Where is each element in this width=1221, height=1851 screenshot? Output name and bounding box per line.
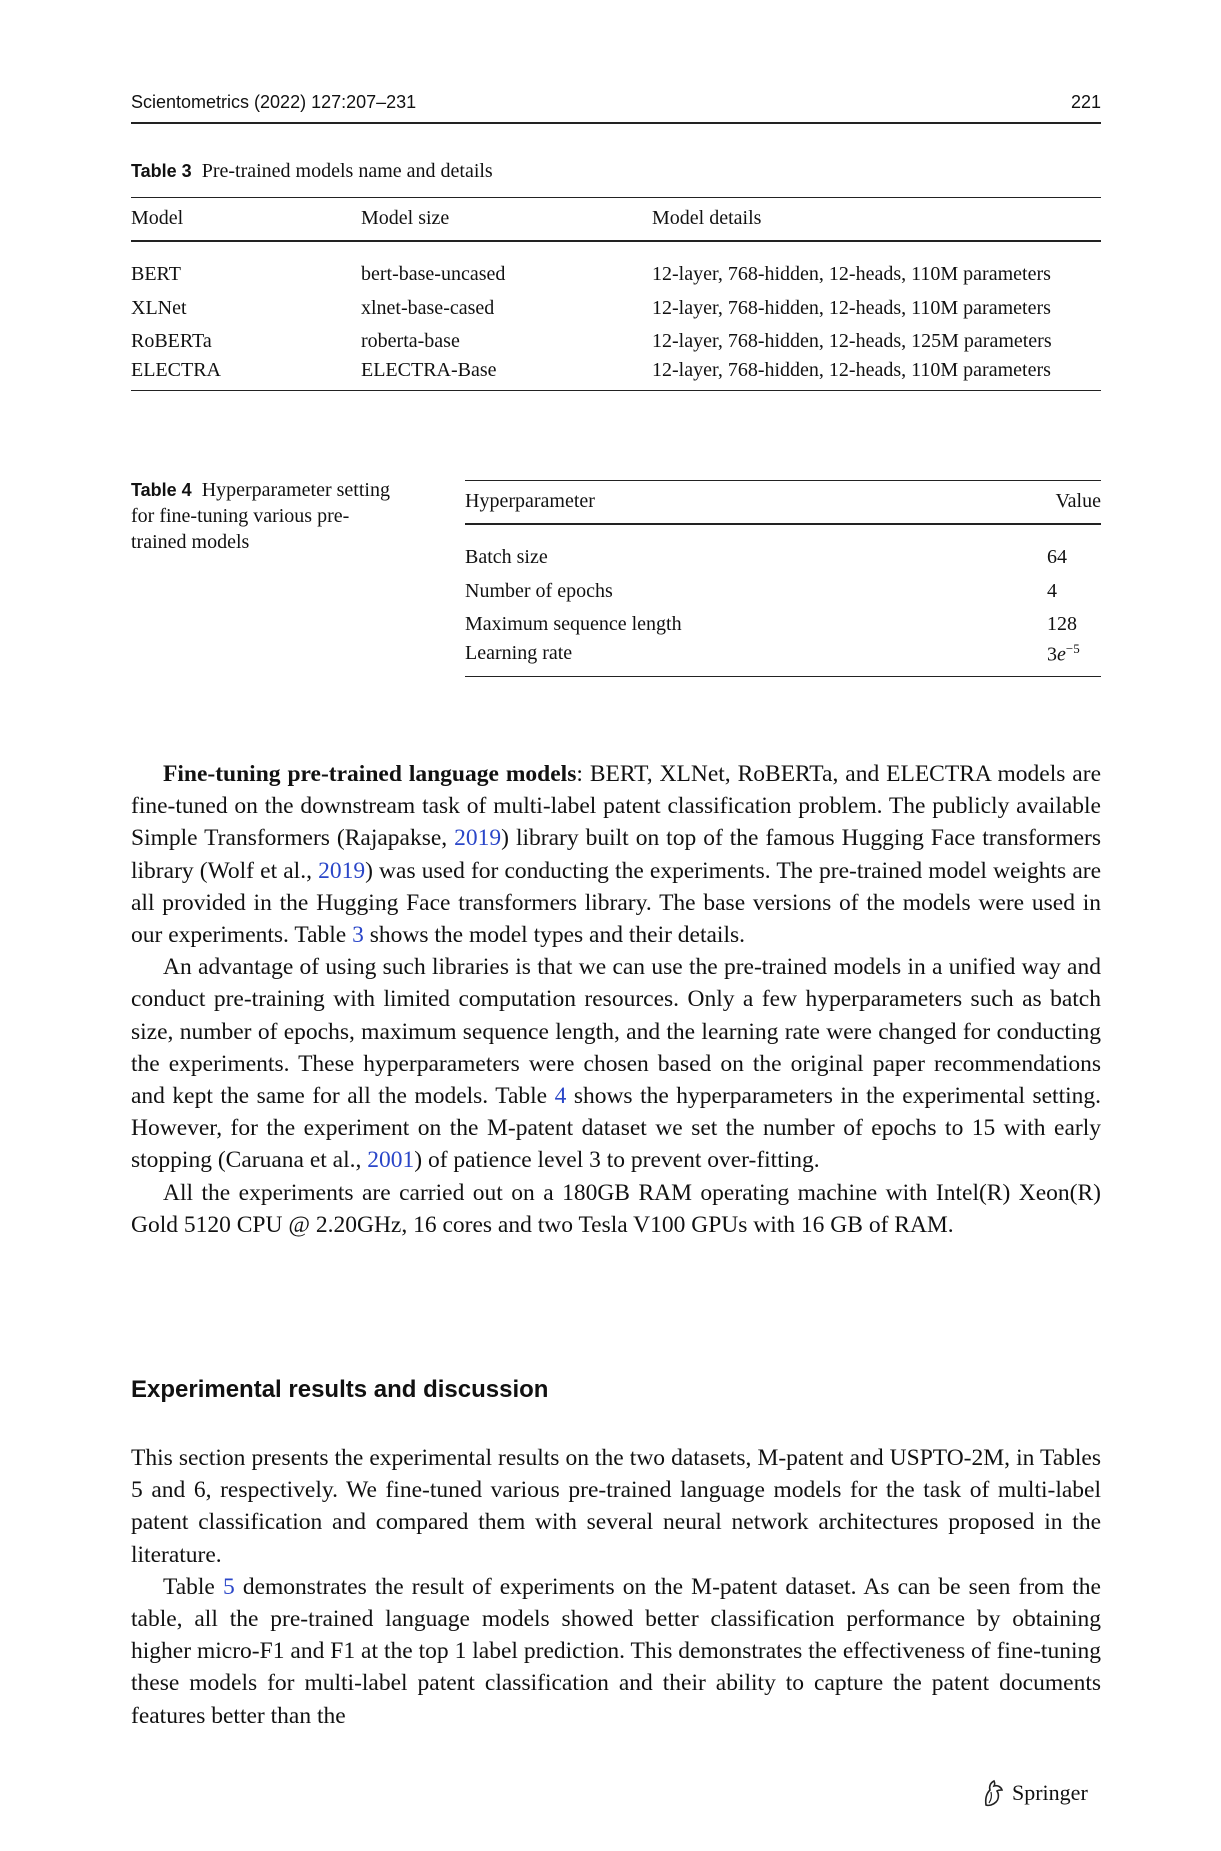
- body-text-block: [131, 758, 1101, 1241]
- table3-cell: xlnet-base-cased: [361, 296, 495, 319]
- learning-rate-value: [1047, 641, 1101, 667]
- table3-cell: roberta-base: [361, 329, 460, 352]
- table3-col-size: Model size: [361, 207, 450, 230]
- table3-cell: RoBERTa: [131, 329, 212, 352]
- table3-cell: bert-base-uncased: [361, 263, 506, 285]
- table4-cell: 64: [1047, 546, 1067, 568]
- table3-cell: ELECTRA-Base: [361, 359, 497, 382]
- paragraph-section-intro: This section presents the experimental results on the two datasets, M-patent and USPTO-2M, in Tables 5 and 6, respectively. We fine-tuned various pre-trained language models for the task of multi-label patent classification and compared them with several neural network architectures proposed in the literature.: [131, 1445, 1101, 1568]
- lr-e: e: [1057, 643, 1066, 666]
- table4-header-row: [465, 481, 1101, 524]
- table3-cell: BERT: [131, 263, 181, 285]
- table-ref-link[interactable]: 3: [352, 922, 364, 949]
- table-row: [131, 241, 1101, 292]
- table4-caption-label: Table 4: [131, 480, 192, 500]
- para1-text1: : BERT, XLNet, RoBERTa, and ELECTRA models are fine-tuned on the downstream task of multi-label patent classification problem. The publicly available Simple Transformers (Rajapakse,: [131, 761, 1101, 852]
- para2-text3: ) of patience level 3 to prevent over-fitting.: [414, 1147, 820, 1174]
- table4-caption: [131, 477, 441, 555]
- table3-header-row: [131, 198, 1101, 241]
- table-row: [465, 641, 1101, 677]
- table4-cell: Batch size: [465, 546, 548, 568]
- page-number: 221: [1070, 92, 1101, 112]
- citation-link[interactable]: 2019: [318, 857, 366, 884]
- table-row: [465, 608, 1101, 641]
- table4-caption-line1: Hyperparameter setting: [201, 479, 390, 501]
- springer-horse-icon: [980, 1778, 1006, 1808]
- table-row: [465, 524, 1101, 575]
- table4-cell: Learning rate: [465, 641, 573, 664]
- table-row: [131, 325, 1101, 358]
- paragraph-advantage: [131, 951, 1101, 1176]
- para5-text2: demonstrates the result of experiments on the M-patent dataset. As can be seen from the table, all the pre-trained language models showed better classification performance by obtaining higher micro-F1 and F1 at the top 1 label prediction. This demonstrates the effectiveness of fine-tuning these models for multi-label patent classification and their ability to capture the patent documents features better than the: [131, 1573, 1101, 1729]
- table3-col-details: Model details: [652, 207, 762, 230]
- publisher-footer: [980, 1778, 1088, 1808]
- table3-cell: XLNet: [131, 296, 187, 319]
- para1-text3: ) was used for conducting the experiments. The pre-trained model weights are all provided in the Hugging Face transformers library. The base versions of the models were used in our experiments. Table: [131, 857, 1102, 949]
- citation-link[interactable]: 2001: [367, 1147, 415, 1174]
- table4-col-hyperparameter: Hyperparameter: [465, 490, 595, 513]
- table-ref-link[interactable]: 4: [554, 1083, 567, 1110]
- table4-cell: 128: [1047, 612, 1077, 635]
- paragraph-hardware: All the experiments are carried out on a 180GB RAM operating machine with Intel(R) Xeon(R) Gold 5120 CPU @ 2.20GHz, 16 cores and two Tesla V100 GPUs with 16 GB of RAM.: [131, 1179, 1101, 1238]
- paragraph-fine-tuning: [131, 758, 1101, 951]
- table4-col-value: Value: [1055, 490, 1101, 513]
- table3: [131, 197, 1101, 391]
- table3-caption-label: Table 3: [131, 161, 192, 181]
- para2-text2: shows the hyperparameters in the experimental setting. However, for the experiment on the M-patent dataset we set the number of epochs to 15 with early stopping (Caruana et al.,: [131, 1083, 1101, 1174]
- running-header: [131, 90, 1101, 124]
- table4: [465, 480, 1101, 677]
- body-text-block-2: [131, 1442, 1101, 1732]
- paragraph-table5: [131, 1571, 1101, 1732]
- table4-cell: Number of epochs: [465, 579, 613, 602]
- para-lead-bold: Fine-tuning pre-trained language models: [163, 761, 577, 787]
- table-ref-link[interactable]: 5: [222, 1573, 235, 1600]
- table3-cell: 12-layer, 768-hidden, 12-heads, 110M parameters: [652, 263, 1051, 285]
- publisher-name: Springer: [1012, 1780, 1088, 1805]
- table3-col-model: Model: [131, 207, 184, 230]
- para1-text2: ) library built on top of the famous Hugging Face transformers library (Wolf et al.,: [131, 825, 1101, 884]
- table4-cell: Maximum sequence length: [465, 612, 682, 635]
- table-row: [465, 575, 1101, 608]
- section-heading: Experimental results and discussion: [131, 1376, 549, 1403]
- para1-text4: shows the model types and their details.: [363, 922, 746, 949]
- table3-cell: 12-layer, 768-hidden, 12-heads, 110M parameters: [652, 296, 1051, 319]
- table3-caption: [131, 158, 493, 184]
- journal-citation: Scientometrics (2022) 127:207–231: [131, 92, 417, 112]
- table4-cell: 4: [1047, 579, 1057, 602]
- table3-cell: ELECTRA: [131, 359, 221, 382]
- citation-link[interactable]: 2019: [454, 825, 502, 852]
- lr-exponent: −5: [1065, 640, 1080, 656]
- table-row: [131, 292, 1101, 325]
- para5-text1: Table: [163, 1573, 223, 1600]
- para2-text1: An advantage of using such libraries is that we can use the pre-trained models in a unified way and conduct pre-training with limited computation resources. Only a few hyperparameters such as batch size, number of epochs, maximum sequence length, and the learning rate were changed for conducting the experiments. These hyperparameters were chosen based on the original paper recommendations and kept the same for all the models. Table: [131, 954, 1101, 1110]
- lr-base: 3: [1047, 643, 1057, 666]
- table3-cell: 12-layer, 768-hidden, 12-heads, 125M parameters: [652, 329, 1052, 352]
- table4-caption-line3: trained models: [131, 531, 250, 553]
- table3-caption-text: Pre-trained models name and details: [201, 160, 493, 182]
- table-row: [131, 358, 1101, 391]
- table4-caption-line2: for fine-tuning various pre-: [131, 505, 350, 527]
- table3-cell: 12-layer, 768-hidden, 12-heads, 110M parameters: [652, 359, 1051, 382]
